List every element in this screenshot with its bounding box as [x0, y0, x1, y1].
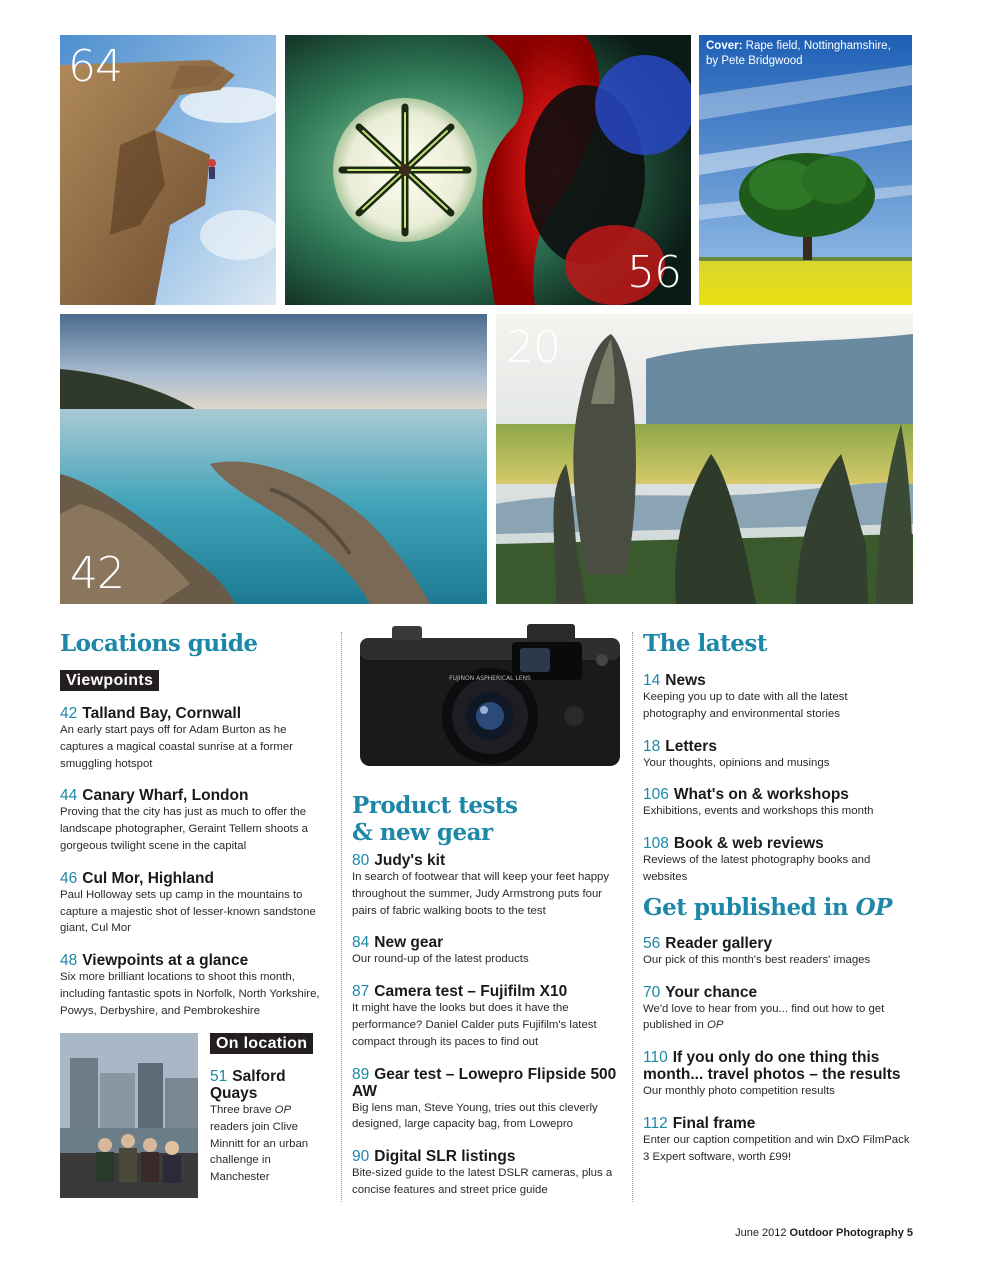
item-page-number: 110 [643, 1049, 668, 1067]
contents-item[interactable] [643, 1115, 913, 1166]
item-title: Gear test – Lowepro Flipside 500 AW [352, 1065, 617, 1100]
item-title: Letters [665, 737, 717, 755]
on-location-section [210, 1033, 332, 1186]
item-description: Our pick of this month's best readers' images [643, 953, 871, 966]
column-divider [341, 632, 342, 1202]
item-description: Enter our caption competition and win DxO FilmPack 3 Expert software, worth £99! [643, 1133, 910, 1163]
contents-item[interactable] [643, 835, 913, 886]
item-title: Canary Wharf, London [82, 787, 249, 805]
storr-photo [496, 314, 913, 604]
products-section [352, 792, 624, 1199]
item-title: Final frame [672, 1114, 756, 1132]
item-page-number: 108 [643, 835, 669, 853]
latest-title: The latest [643, 630, 767, 657]
photo-page-number: 42 [70, 548, 124, 599]
item-page-number: 51 [210, 1068, 228, 1085]
item-page-number: 112 [643, 1114, 668, 1132]
contents-item[interactable] [352, 983, 624, 1050]
item-title: News [665, 672, 706, 689]
item-description: Six more brilliant locations to shoot this month, including fantastic spots in Norfolk, North Yorkshire, Powys, Derbyshire, and Pembrokeshire [60, 971, 320, 1017]
item-description: Bite-sized guide to the latest DSLR cameras, plus a concise features and street price guide [352, 1167, 613, 1196]
item-page-number: 87 [352, 983, 370, 1001]
item-description: In search of footwear that will keep your feet happy throughout the summer, Judy Armstrong puts four pairs of fabric walking boots to the test [352, 871, 610, 917]
item-description: Our round-up of the latest products [352, 953, 529, 966]
issue-date: June 2012 [735, 1227, 787, 1239]
photo-page-number: 56 [627, 247, 681, 298]
locations-title: Locations guide [60, 630, 258, 657]
contents-item[interactable] [643, 672, 913, 723]
contents-item[interactable] [643, 935, 913, 969]
item-page-number: 84 [352, 934, 370, 952]
contents-item[interactable] [352, 852, 624, 919]
contents-item[interactable] [60, 870, 332, 937]
contents-item[interactable] [60, 952, 332, 1019]
item-page-number: 106 [643, 786, 669, 804]
item-title: Viewpoints at a glance [82, 952, 249, 970]
column-divider [632, 632, 633, 1202]
item-page-number: 80 [352, 852, 370, 869]
contents-item[interactable] [352, 1066, 624, 1134]
camera-photo [352, 620, 628, 772]
contents-item[interactable] [352, 1148, 624, 1199]
item-title: Judy's kit [374, 852, 446, 869]
photo-page-number: 20 [506, 322, 560, 373]
item-title: Cul Mor, Highland [82, 869, 214, 887]
item-description: Your thoughts, opinions and musings [643, 756, 830, 769]
item-description: Our monthly photo competition results [643, 1085, 835, 1098]
item-title: Your chance [665, 983, 758, 1001]
item-page-number: 18 [643, 737, 661, 755]
item-title: What's on & workshops [673, 786, 849, 804]
published-title: Get published in OP [643, 893, 892, 921]
item-page-number: 90 [352, 1148, 370, 1166]
contents-item[interactable] [210, 1068, 332, 1186]
lens-label: FUJINON ASPHERICAL LENS [449, 675, 531, 682]
coast-photo [60, 314, 487, 604]
contents-item[interactable] [643, 1049, 913, 1100]
item-description: Keeping you up to date with all the latest photography and environmental stories [643, 691, 848, 720]
products-title: Product tests & new gear [352, 792, 518, 846]
cover-caption-label: Cover: [706, 40, 743, 52]
page-footer [735, 1227, 913, 1239]
item-title: Camera test – Fujifilm X10 [374, 983, 568, 1001]
item-page-number: 44 [60, 787, 78, 805]
photo-page-number: 64 [68, 41, 122, 92]
item-page-number: 14 [643, 672, 661, 689]
locations-section [60, 630, 332, 1020]
contents-item[interactable] [352, 934, 624, 968]
salford-photo [60, 1033, 198, 1198]
climber-photo [60, 35, 276, 305]
cover-photo [699, 35, 912, 305]
contents-item[interactable] [643, 786, 913, 820]
page-number: 5 [906, 1227, 913, 1239]
item-page-number: 70 [643, 983, 661, 1001]
item-title: Digital SLR listings [374, 1148, 516, 1166]
item-description: Big lens man, Steve Young, tries out this cleverly designed, large capacity bag, from Lowepro [352, 1101, 598, 1131]
latest-section [643, 630, 913, 1166]
item-page-number: 89 [352, 1065, 370, 1083]
item-page-number: 48 [60, 952, 78, 970]
item-description: An early start pays off for Adam Burton as he captures a magical coastal sunrise at a former smuggling hotspot [60, 724, 293, 770]
item-title: Reader gallery [665, 934, 773, 952]
item-description: Exhibitions, events and workshops this month [643, 805, 874, 818]
item-title: New gear [374, 934, 444, 952]
item-description: It might have the looks but does it have the performance? Daniel Calder puts Fujifilm's latest compact through its paces to find out [352, 1002, 597, 1048]
item-title: Salford Quays [210, 1068, 286, 1102]
item-description: Three brave OP readers join Clive Minnitt for an urban challenge in Manchester [210, 1104, 309, 1184]
item-page-number: 56 [643, 934, 661, 952]
cover-caption [706, 39, 898, 69]
contents-item[interactable] [60, 705, 332, 772]
viewpoints-tag: Viewpoints [60, 670, 159, 691]
magazine-name: Outdoor Photography [789, 1227, 904, 1239]
item-description: We'd love to hear from you... find out how to get published in OP [643, 1002, 885, 1032]
item-title: Book & web reviews [673, 835, 824, 853]
item-page-number: 42 [60, 705, 78, 722]
item-description: Proving that the city has just as much to offer the landscape photographer, Geraint Tellem shoots a gorgeous twilight scene in the capital [60, 806, 309, 852]
on-location-tag: On location [210, 1033, 313, 1054]
item-description: Reviews of the latest photography books and websites [643, 854, 871, 883]
contents-item[interactable] [643, 984, 913, 1035]
item-page-number: 46 [60, 869, 78, 887]
item-description: Paul Holloway sets up camp in the mountains to capture a majestic shot of lesser-known sandstone giant, Cul Mor [60, 888, 316, 935]
contents-item[interactable] [60, 787, 332, 854]
contents-item[interactable] [643, 738, 913, 772]
item-title: If you only do one thing this month... travel photos – the results [643, 1049, 901, 1084]
poppy-photo [285, 35, 691, 305]
cover-caption-text: Rape field, Nottinghamshire, by Pete Bridgwood [706, 40, 891, 67]
item-title: Talland Bay, Cornwall [82, 705, 242, 722]
